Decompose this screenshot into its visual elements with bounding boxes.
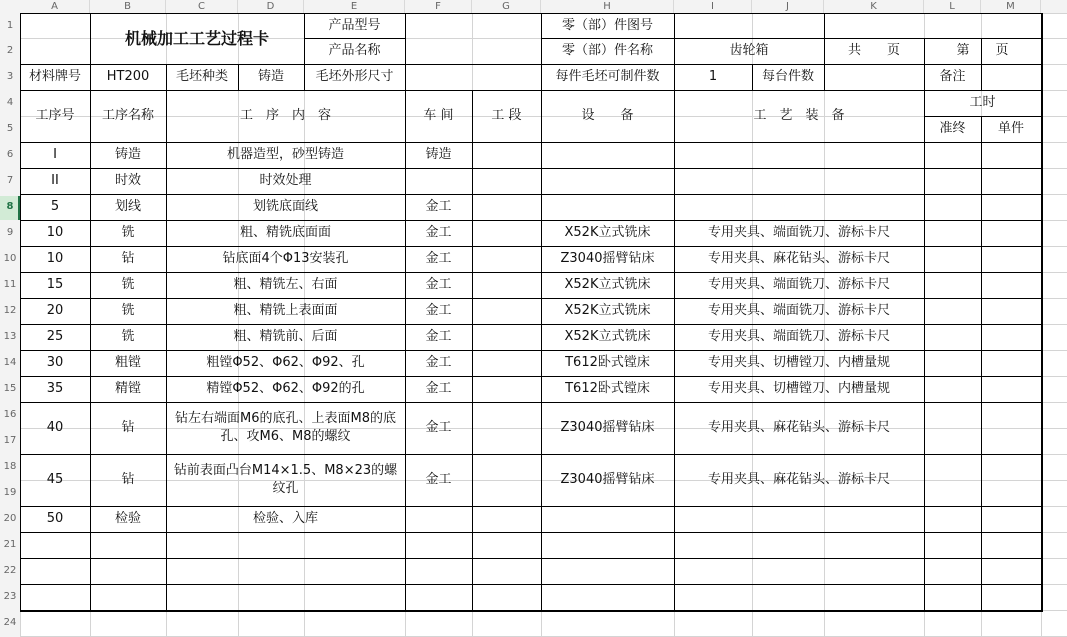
op-name-cell[interactable]: 铣: [121, 225, 135, 240]
op-tooling-cell[interactable]: 专用夹具、端面铣刀、游标卡尺: [707, 303, 890, 318]
op-no-header[interactable]: 工序号: [35, 108, 75, 123]
op-name-cell[interactable]: 铸造: [114, 147, 141, 162]
material-value[interactable]: HT200: [106, 69, 150, 84]
op-workshop-cell[interactable]: 金工: [425, 472, 452, 487]
op-number-cell[interactable]: 20: [46, 303, 64, 318]
row-header-5[interactable]: 5: [6, 123, 14, 134]
op-content-cell[interactable]: 时效处理: [259, 173, 312, 188]
op-content-cell[interactable]: 粗、精铣上表面面: [233, 303, 338, 318]
op-tooling-cell[interactable]: [674, 506, 924, 532]
table-border: [20, 610, 1043, 612]
op-workshop-cell[interactable]: 金工: [425, 355, 452, 370]
op-number-cell[interactable]: II: [51, 173, 59, 188]
column-header-l[interactable]: L: [924, 0, 981, 13]
op-content-header[interactable]: 工 序 内 容: [239, 108, 331, 123]
op-workshop-cell[interactable]: 金工: [425, 381, 452, 396]
op-number-cell[interactable]: 50: [46, 511, 64, 526]
grid-line: [20, 584, 1041, 585]
row-header-24[interactable]: 24: [3, 617, 17, 628]
grid-line: [981, 116, 982, 610]
op-workshop-cell[interactable]: 金工: [425, 225, 452, 240]
row-header-7[interactable]: 7: [6, 175, 14, 186]
column-header-m[interactable]: M: [981, 0, 1041, 13]
column-header-k[interactable]: K: [824, 0, 924, 13]
row-header-23[interactable]: 23: [3, 591, 17, 602]
op-name-cell[interactable]: 铣: [121, 303, 135, 318]
op-name-cell[interactable]: 划线: [114, 199, 141, 214]
column-header-bar: [0, 0, 1067, 14]
op-content-cell[interactable]: 精镗Φ52、Φ62、Φ92的孔: [206, 381, 365, 396]
op-equipment-cell[interactable]: Z3040摇臂钻床: [560, 420, 655, 435]
op-workshop-cell[interactable]: [405, 506, 472, 532]
row-header-3[interactable]: 3: [6, 71, 14, 82]
op-name-cell[interactable]: 钻: [121, 472, 135, 487]
op-workshop-cell[interactable]: 铸造: [425, 147, 452, 162]
op-name-cell[interactable]: 检验: [114, 511, 141, 526]
op-number-cell[interactable]: 10: [46, 251, 64, 266]
op-tooling-cell[interactable]: 专用夹具、端面铣刀、游标卡尺: [707, 329, 890, 344]
op-number-cell[interactable]: 40: [46, 420, 64, 435]
remark-label[interactable]: 备注: [939, 69, 966, 84]
blank-type-label[interactable]: 毛坯种类: [175, 69, 228, 84]
op-tooling-cell[interactable]: 专用夹具、切槽镗刀、内槽量规: [707, 355, 890, 370]
column-header-j[interactable]: J: [752, 0, 824, 13]
op-tooling-cell[interactable]: 专用夹具、端面铣刀、游标卡尺: [707, 225, 890, 240]
row-header-20[interactable]: 20: [3, 513, 17, 524]
row-header-18[interactable]: 18: [3, 461, 17, 472]
op-workshop-cell[interactable]: 金工: [425, 251, 452, 266]
column-header-h[interactable]: H: [541, 0, 674, 13]
grid-line: [20, 558, 1041, 559]
op-equipment-cell[interactable]: X52K立式铣床: [564, 303, 651, 318]
column-header-a[interactable]: A: [20, 0, 90, 13]
row-header-11[interactable]: 11: [3, 279, 17, 290]
setup-time-header[interactable]: 准终: [939, 121, 966, 136]
op-number-cell[interactable]: 45: [46, 472, 64, 487]
row-header-1[interactable]: 1: [6, 20, 14, 31]
op-equipment-cell[interactable]: [541, 194, 674, 220]
op-equipment-cell[interactable]: X52K立式铣床: [564, 329, 651, 344]
op-workshop-cell[interactable]: 金工: [425, 420, 452, 435]
op-number-cell[interactable]: 35: [46, 381, 64, 396]
part-name-label[interactable]: 零（部）件名称: [561, 43, 653, 58]
page-number-label[interactable]: 第 页: [956, 43, 1009, 58]
op-equipment-cell[interactable]: Z3040摇臂钻床: [560, 251, 655, 266]
equipment-header[interactable]: 设 备: [581, 108, 634, 123]
op-content-cell[interactable]: 粗镗Φ52、Φ62、Φ92、孔: [206, 355, 365, 370]
op-number-cell[interactable]: I: [53, 147, 57, 162]
op-name-cell[interactable]: 时效: [114, 173, 141, 188]
op-content-cell[interactable]: 粗、精铣底面面: [239, 225, 331, 240]
op-tooling-cell[interactable]: [674, 168, 924, 194]
row-header-17[interactable]: 17: [3, 435, 17, 446]
op-tooling-cell[interactable]: 专用夹具、麻花钻头、游标卡尺: [707, 472, 890, 487]
op-content-cell[interactable]: 划铣底面线: [252, 199, 318, 214]
op-tooling-cell[interactable]: [674, 194, 924, 220]
row-header-19[interactable]: 19: [3, 487, 17, 498]
op-number-cell[interactable]: 15: [46, 277, 64, 292]
blank-size-label[interactable]: 毛坯外形尺寸: [315, 69, 394, 84]
op-number-cell[interactable]: 30: [46, 355, 64, 370]
blank-type-value[interactable]: 铸造: [257, 69, 284, 84]
pieces-per-blank-label[interactable]: 每件毛坯可制件数: [555, 69, 660, 84]
op-tooling-cell[interactable]: 专用夹具、麻花钻头、游标卡尺: [707, 420, 890, 435]
op-equipment-cell[interactable]: X52K立式铣床: [564, 277, 651, 292]
op-number-cell[interactable]: 10: [46, 225, 64, 240]
op-equipment-cell[interactable]: T612卧式镗床: [565, 381, 650, 396]
column-header-g[interactable]: G: [472, 0, 541, 13]
grid-line: [472, 90, 473, 610]
op-content-cell[interactable]: 粗、精铣左、右面: [233, 277, 338, 292]
row-header-6[interactable]: 6: [6, 149, 14, 160]
op-name-cell[interactable]: 钻: [121, 251, 135, 266]
op-name-cell[interactable]: 铣: [121, 277, 135, 292]
op-equipment-cell[interactable]: Z3040摇臂钻床: [560, 472, 655, 487]
op-workshop-cell[interactable]: 金工: [425, 277, 452, 292]
row-header-15[interactable]: 15: [3, 383, 17, 394]
column-header-f[interactable]: F: [405, 0, 472, 13]
material-label[interactable]: 材料牌号: [28, 69, 81, 84]
row-header-22[interactable]: 22: [3, 565, 17, 576]
row-header-14[interactable]: 14: [3, 357, 17, 368]
op-equipment-cell[interactable]: [541, 168, 674, 194]
row-header-13[interactable]: 13: [3, 331, 17, 342]
op-equipment-cell[interactable]: X52K立式铣床: [564, 225, 651, 240]
product-name-label[interactable]: 产品名称: [328, 43, 381, 58]
op-equipment-cell[interactable]: [541, 142, 674, 168]
product-model-label[interactable]: 产品型号: [328, 17, 381, 33]
tooling-header[interactable]: 工 艺 装 备: [753, 108, 845, 123]
column-header-e[interactable]: E: [304, 0, 405, 13]
section-header[interactable]: 工 段: [491, 108, 522, 123]
column-header-b[interactable]: B: [90, 0, 166, 13]
row-header-4[interactable]: 4: [6, 97, 14, 108]
grid-line: [981, 64, 982, 90]
op-name-cell[interactable]: 粗镗: [114, 355, 141, 370]
column-header-i[interactable]: I: [674, 0, 752, 13]
op-content-cell[interactable]: 钻底面4个Φ13安装孔: [222, 251, 349, 266]
part-number-label[interactable]: 零（部）件图号: [561, 17, 653, 33]
op-name-cell[interactable]: 铣: [121, 329, 135, 344]
row-header-9[interactable]: 9: [6, 227, 14, 238]
table-border: [1041, 13, 1043, 612]
op-tooling-cell[interactable]: 专用夹具、切槽镗刀、内槽量规: [707, 381, 890, 396]
man-hours-header[interactable]: 工时: [969, 95, 996, 110]
op-content-cell[interactable]: 钻左右端面M6的底孔、上表面M8的底孔、攻M6、M8的螺纹: [175, 411, 396, 444]
row-header-8[interactable]: 8: [6, 201, 14, 212]
op-tooling-cell[interactable]: 专用夹具、端面铣刀、游标卡尺: [707, 277, 890, 292]
op-name-header[interactable]: 工序名称: [101, 108, 154, 123]
card-title[interactable]: 机械加工工艺过程卡: [124, 28, 269, 48]
workshop-header[interactable]: 车 间: [423, 108, 454, 123]
op-name-cell[interactable]: 精镗: [114, 381, 141, 396]
op-content-cell[interactable]: 粗、精铣前、后面: [233, 329, 338, 344]
total-pages-label[interactable]: 共 页: [847, 43, 900, 58]
op-name-cell[interactable]: 钻: [121, 420, 135, 435]
op-number-cell[interactable]: 5: [50, 199, 60, 214]
op-content-cell[interactable]: 检验、入库: [252, 511, 318, 526]
row-header-10[interactable]: 10: [3, 253, 17, 264]
unit-time-header[interactable]: 单件: [997, 121, 1024, 136]
row-header-2[interactable]: 2: [6, 45, 14, 56]
pieces-per-blank-value[interactable]: 1: [708, 69, 718, 84]
row-header-12[interactable]: 12: [3, 305, 17, 316]
op-workshop-cell[interactable]: [405, 168, 472, 194]
op-tooling-cell[interactable]: [674, 142, 924, 168]
row-header-16[interactable]: 16: [3, 409, 17, 420]
row-header-21[interactable]: 21: [3, 539, 17, 550]
op-number-cell[interactable]: 25: [46, 329, 64, 344]
op-workshop-cell[interactable]: 金工: [425, 303, 452, 318]
op-workshop-cell[interactable]: 金工: [425, 329, 452, 344]
op-workshop-cell[interactable]: 金工: [425, 199, 452, 214]
op-content-cell[interactable]: 机器造型，砂型铸造: [226, 147, 344, 162]
pieces-per-unit-label[interactable]: 每台件数: [761, 69, 814, 84]
part-name-value[interactable]: 齿轮箱: [729, 43, 769, 58]
op-tooling-cell[interactable]: 专用夹具、麻花钻头、游标卡尺: [707, 251, 890, 266]
op-content-cell[interactable]: 钻前表面凸台M14×1.5、M8×23的螺纹孔: [173, 463, 398, 496]
op-equipment-cell[interactable]: T612卧式镗床: [565, 355, 650, 370]
column-header-c[interactable]: C: [166, 0, 238, 13]
op-equipment-cell[interactable]: [541, 506, 674, 532]
grid-line: [20, 532, 1041, 533]
column-header-d[interactable]: D: [238, 0, 304, 13]
